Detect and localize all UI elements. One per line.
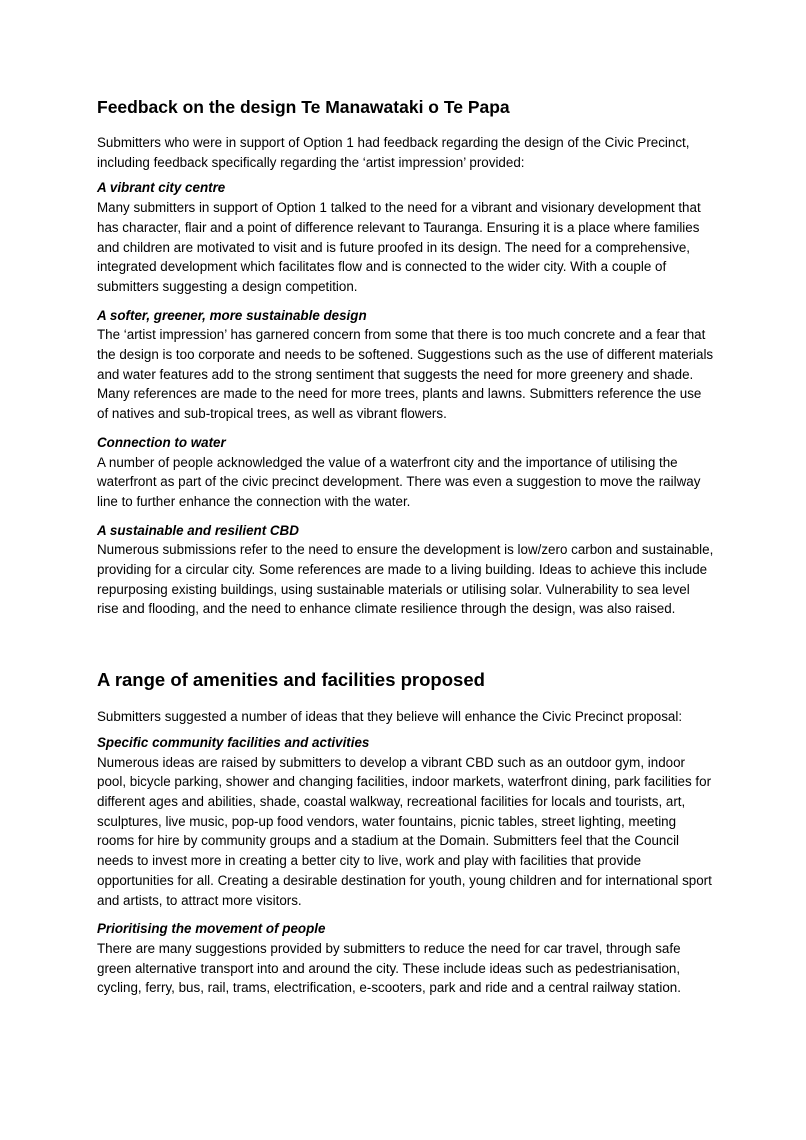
section-heading: A range of amenities and facilities proposed [97,669,485,691]
section-intro: Submitters who were in support of Option 1 had feedback regarding the design of the Civic Precinct, including feedback specifically regarding the ‘artist impression’ provided: [97,135,690,170]
subsection-heading: A sustainable and resilient CBD [97,522,299,538]
subsection-sustainable-cbd [97,521,715,620]
section-spacer [97,628,715,666]
subsection-body: Numerous submissions refer to the need to ensure the development is low/zero carbon and sustainable, providing for a circular city. Some references are made to a living building. Ideas to achieve this include repurposing existing buildings, using sustainable materials or utilising solar. Vulnerability to sea level rise and flooding, and the need to enhance climate resilience through the design, was also raised. [97,542,714,617]
section-intro: Submitters suggested a number of ideas that they believe will enhance the Civic Precinct proposal: [97,709,683,725]
subsection-body: The ‘artist impression’ has garnered concern from some that there is too much concrete and a fear that the design is too corporate and needs to be softened. Suggestions such as the use of different materials and water features add to the strong sentiment that suggests the need for more greenery and shade. Many references are made to the need for more trees, plants and lawns. Submitters reference the use of natives and sub-tropical trees, as well as vibrant flowers. [97,327,714,422]
subsection-body: A number of people acknowledged the value of a waterfront city and the importance of utilising the waterfront as part of the civic precinct development. There was even a suggestion to move the railway line to further enhance the connection with the water. [97,454,701,509]
subsection-movement-of-people [97,919,715,998]
section-amenities [97,666,715,998]
subsection-heading: A softer, greener, more sustainable design [97,307,367,323]
subsection-greener-design [97,306,715,424]
section-heading: Feedback on the design Te Manawataki o Te Papa [97,97,510,117]
subsection-vibrant-city-centre [97,178,715,296]
subsection-connection-to-water [97,433,715,512]
subsection-community-facilities [97,733,715,910]
section-design-feedback [97,94,715,619]
subsection-body: Numerous ideas are raised by submitters to develop a vibrant CBD such as an outdoor gym, indoor pool, bicycle parking, shower and changing facilities, indoor markets, waterfront dining, park facilities for different ages and abilities, shade, coastal walkway, recreational facilities for locals and tourists, art, sculptures, live music, pop-up food vendors, water fountains, picnic tables, street lighting, meeting rooms for hire by community groups and a stadium at the Domain. Submitters feel that the Council needs to invest more in creating a better city to live, work and play with facilities that provide opportunities for all. Creating a desirable destination for youth, young children and for international sport and artists, to attract more visitors. [97,754,712,908]
subsection-heading: Connection to water [97,434,226,450]
subsection-heading: A vibrant city centre [97,180,226,196]
subsection-body: There are many suggestions provided by submitters to reduce the need for car travel, through safe green alternative transport into and around the city. These include ideas such as pedestrianisation, cycling, ferry, bus, rail, trams, electrification, e-scooters, park and ride and a central railway station. [97,940,681,996]
subsection-heading: Prioritising the movement of people [97,921,326,937]
subsection-body: Many submitters in support of Option 1 talked to the need for a vibrant and visionary development that has character, flair and a point of difference relevant to Tauranga. Ensuring it is a place where families and children are motivated to visit and is future proofed in its design. The need for a comprehensive, integrated development which facilitates flow and is connected to the wider city. With a couple of submitters suggesting a design competition. [97,200,701,294]
subsection-heading: Specific community facilities and activities [97,734,370,750]
document-page [97,94,715,1007]
